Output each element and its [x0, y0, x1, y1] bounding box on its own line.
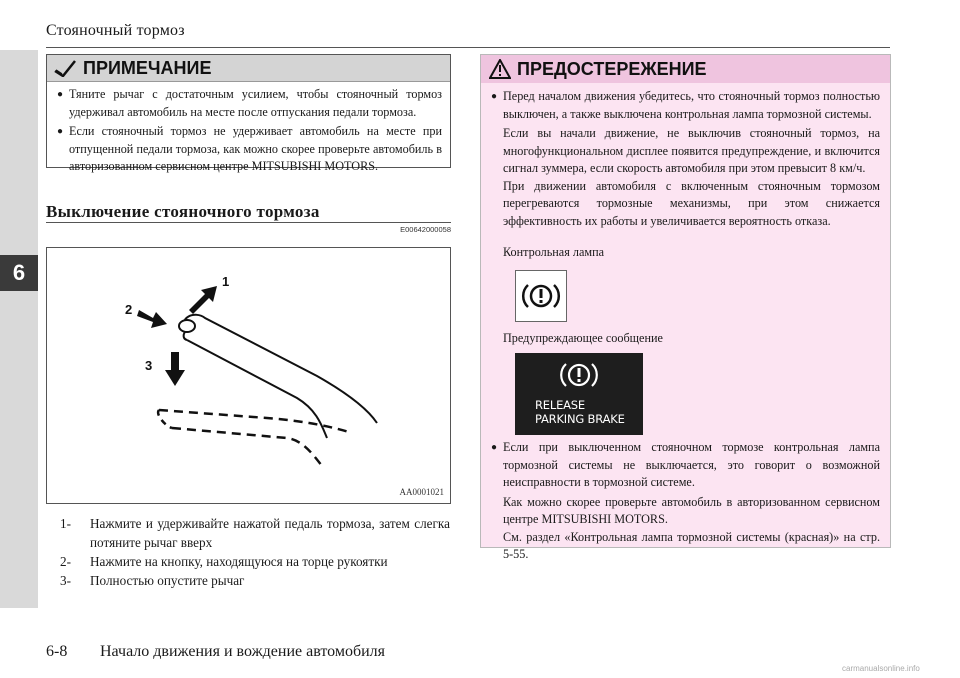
- figure-label-3: 3: [145, 358, 153, 373]
- warning-message-text: RELEASE PARKING BRAKE: [535, 398, 625, 426]
- warning-box: [480, 54, 891, 561]
- note-bullet: [57, 86, 442, 121]
- bullet-dot-icon: ●: [57, 89, 64, 100]
- warning-title: ПРЕДОСТЕРЕЖЕНИЕ: [517, 58, 707, 79]
- warning-paragraph: Как можно скорее проверьте автомобиль в авторизованном сервисном центре MITSUBISHI MOTORS.: [503, 494, 880, 526]
- warning-paragraph: При движении автомобиля с включенным стояночным тормозом перегреваются тормозные механизмы, при этом снижается эффективность их работы и увеличивается вероятность отказа.: [503, 178, 880, 228]
- warning-bullet-text: Перед началом движения убедитесь, что стояночный тормоз полностью выключен, а также выключена контрольная лампа тормозной системы.: [503, 89, 880, 121]
- warning-bullet: [491, 88, 880, 123]
- step-number: 1-: [60, 516, 71, 531]
- parking-brake-figure: [46, 247, 451, 504]
- step-text: Нажмите и удерживайте нажатой педаль тормоза, затем слегка потяните рычаг вверх: [90, 516, 450, 550]
- watermark: carmanualsonline.info: [842, 664, 920, 673]
- warning-message-display: [515, 353, 643, 435]
- warning-bullet-text: Если при выключенном стояночном тормозе контрольная лампа тормозной системы не выключается, это говорит о возможной неисправности в тормозной системе.: [503, 440, 880, 489]
- figure-label-1: 1: [222, 274, 230, 289]
- note-body: [47, 82, 450, 176]
- step-number: 2-: [60, 554, 71, 569]
- note-bullet-text: Тяните рычаг с достаточным усилием, чтобы стояночный тормоз удерживал автомобиль на месте после отпускания педали тормоза.: [69, 87, 442, 119]
- chapter-side-tab: [0, 50, 38, 608]
- figure-code: AA0001021: [399, 487, 444, 497]
- warning-bullet: [491, 439, 880, 492]
- note-header: [47, 55, 450, 82]
- message-label: Предупреждающее сообщение: [503, 330, 663, 345]
- header-divider: [46, 47, 890, 48]
- warning-header: [481, 55, 890, 83]
- warning-paragraph: См. раздел «Контрольная лампа тормозной системы (красная)» на стр. 5-55.: [503, 529, 880, 561]
- brake-warning-lamp: [515, 270, 567, 322]
- warning-triangle-icon: [489, 59, 511, 79]
- step-number: 3-: [60, 573, 71, 588]
- note-title: ПРИМЕЧАНИЕ: [83, 57, 212, 78]
- bullet-dot-icon: ●: [491, 442, 498, 453]
- brake-warning-icon: [521, 280, 561, 312]
- note-box: [46, 54, 451, 173]
- section-title: Выключение стояночного тормоза: [46, 202, 320, 221]
- lamp-label: Контрольная лампа: [503, 245, 604, 259]
- warning-paragraph: Если вы начали движение, не выключив стояночный тормоз, на многофункциональном дисплее появится предупреждение, и включится сигнал зуммера, если скорость автомобиля при этом превысит 8 км/ч.: [503, 126, 880, 175]
- step-item: [60, 552, 450, 571]
- pencil-icon: [53, 59, 77, 77]
- figure-label-2: 2: [125, 302, 133, 317]
- step-text: Нажмите на кнопку, находящуюся на торце рукоятки: [90, 554, 388, 569]
- brake-warning-icon: [559, 359, 599, 391]
- page-header-title: Стояночный тормоз: [46, 22, 185, 39]
- footer-page-number: 6-8: [46, 643, 68, 660]
- chapter-number: 6: [0, 255, 38, 291]
- note-bullet: [57, 123, 442, 176]
- bullet-dot-icon: ●: [57, 126, 64, 137]
- bullet-dot-icon: ●: [491, 91, 498, 102]
- step-item: [60, 514, 450, 552]
- parking-brake-lever-illustration: [47, 248, 450, 503]
- note-bullet-text: Если стояночный тормоз не удерживает автомобиль на месте при отпущенной педали тормоза, как можно скорее проверьте автомобиль в авторизованном сервисном центре MITSUBISHI MOTORS.: [69, 124, 442, 173]
- section-code: E00642000058: [400, 225, 451, 234]
- section-divider: [46, 222, 451, 223]
- steps-list: [60, 514, 450, 590]
- step-item: [60, 571, 450, 590]
- warning-body: [481, 83, 890, 564]
- step-text: Полностью опустите рычаг: [90, 573, 245, 588]
- footer-chapter-title: Начало движения и вождение автомобиля: [100, 643, 386, 660]
